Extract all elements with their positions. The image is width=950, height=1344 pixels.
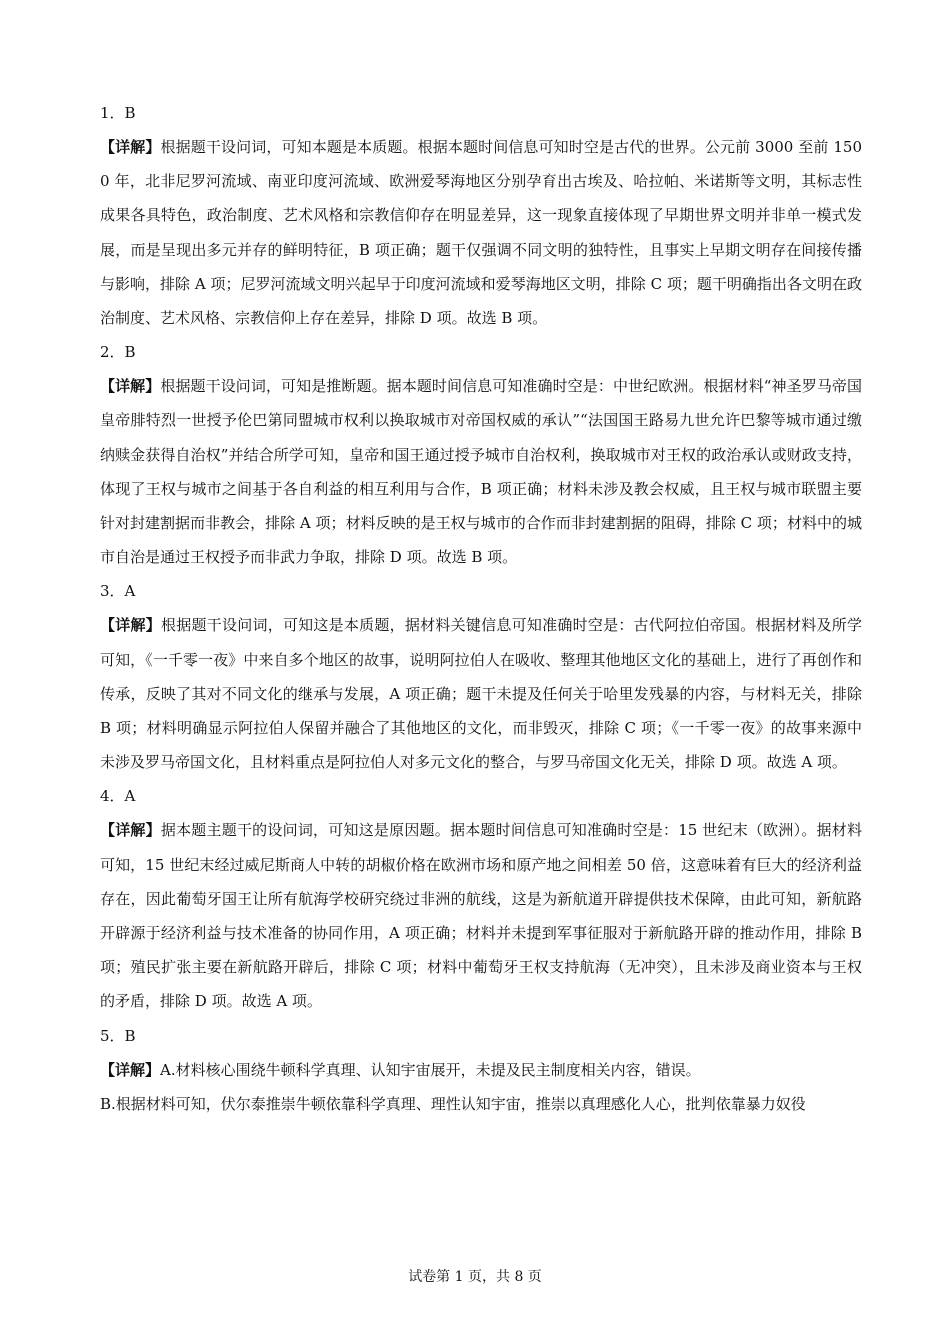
question-number: 4．A [100,787,136,806]
answer-item [100,779,862,1018]
explanation-paragraph [100,1087,862,1121]
explanation-text: 据本题主题干的设问词，可知这是原因题。据本题时间信息可知准确时空是：15 世纪末（欧洲）。据材料可知，15 世纪末经过威尼斯商人中转的胡椒价格在欧洲市场和原产地之间相差 50 倍，这意味着有巨大的经济利益存在，因此葡萄牙国王让所有航海学校研究绕过非洲的航线，这是为新航道开辟提供技术保障，由此可知，新航路开辟源于经济利益与技术准备的协同作用，A 项正确；材料并未提到军事征服对于新航路开辟的推动作用，排除 B 项；殖民扩张主要在新航路开辟后，排除 C 项；材料中葡萄牙王权支持航海（无冲突），且未涉及商业资本与王权的矛盾，排除 D 项。故选 A 项。 [100,821,862,1011]
question-number: 3．A [100,582,136,601]
explanation-paragraph [100,813,862,1018]
explanation-paragraph [100,1053,862,1087]
explanation-text: A.材料核心围绕牛顿科学真理、认知宇宙展开，未提及民主制度相关内容，错误。 [160,1060,701,1079]
answer-item [100,1019,862,1121]
explanation-paragraph [100,130,862,335]
explanation-text: 根据题干设问词，可知是推断题。据本题时间信息可知准确时空是：中世纪欧洲。根据材料“神圣罗马帝国皇帝腓特烈一世授予伦巴第同盟城市权利以换取城市对帝国权威的承认”“法国国王路易九世允许巴黎等城市通过缴纳赎金获得自治权”并结合所学可知，皇帝和国王通过授予城市自治权利，换取城市对王权的政治承认或财政支持，体现了王权与城市之间基于各自利益的相互利用与合作，B 项正确；材料未涉及教会权威，且王权与城市联盟主要针对封建割据而非教会，排除 A 项；材料反映的是王权与城市的合作而非封建割据的阻碍，排除 C 项；材料中的城市自治是通过王权授予而非武力争取，排除 D 项。故选 B 项。 [100,377,862,567]
detail-tag: 【详解】 [100,821,161,840]
explanation-paragraph [100,369,862,574]
answer-item [100,335,862,574]
answer-explanations [100,96,862,1121]
detail-tag: 【详解】 [100,138,161,156]
detail-tag: 【详解】 [100,377,161,396]
page-footer: 试卷第 1 页，共 8 页 [408,1269,542,1285]
explanation-text: 根据题干设问词，可知本题是本质题。根据本题时间信息可知时空是古代的世界。公元前 3000 至前 1500 年，北非尼罗河流域、南亚印度河流域、欧洲爱琴海地区分别孕育出古埃及、哈拉帕、米诺斯等文明，其标志性成果各具特色，政治制度、艺术风格和宗教信仰存在明显差异，这一现象直接体现了早期世界文明并非单一模式发展，而是呈现出多元并存的鲜明特征，B 项正确；题干仅强调不同文明的独特性，且事实上早期文明存在间接传播与影响，排除 A 项；尼罗河流域文明兴起早于印度河流域和爱琴海地区文明，排除 C 项；题干明确指出各文明在政治制度、艺术风格、宗教信仰上存在差异，排除 D 项。故选 B 项。 [100,138,862,328]
detail-tag: 【详解】 [100,616,161,635]
question-number: 2．B [100,343,136,362]
question-number: 5．B [100,1026,136,1045]
question-number: 1．B [100,104,136,122]
explanation-text: B.根据材料可知，伏尔泰推崇牛顿依靠科学真理、理性认知宇宙，推崇以真理感化人心，批判依靠暴力奴役 [100,1094,806,1113]
answer-item [100,96,862,335]
detail-tag: 【详解】 [100,1060,161,1079]
explanation-text: 根据题干设问词，可知这是本质题，据材料关键信息可知准确时空是：古代阿拉伯帝国。根据材料及所学可知，《一千零一夜》中来自多个地区的故事，说明阿拉伯人在吸收、整理其他地区文化的基础上，进行了再创作和传承，反映了其对不同文化的继承与发展，A 项正确；题干未提及任何关于哈里发残暴的内容，与材料无关，排除 B 项；材料明确显示阿拉伯人保留并融合了其他地区的文化，而非毁灭，排除 C 项；《一千零一夜》的故事来源中未涉及罗马帝国文化，且材料重点是阿拉伯人对多元文化的整合，与罗马帝国文化无关，排除 D 项。故选 A 项。 [100,616,862,772]
answer-item [100,574,862,779]
explanation-paragraph [100,608,862,779]
